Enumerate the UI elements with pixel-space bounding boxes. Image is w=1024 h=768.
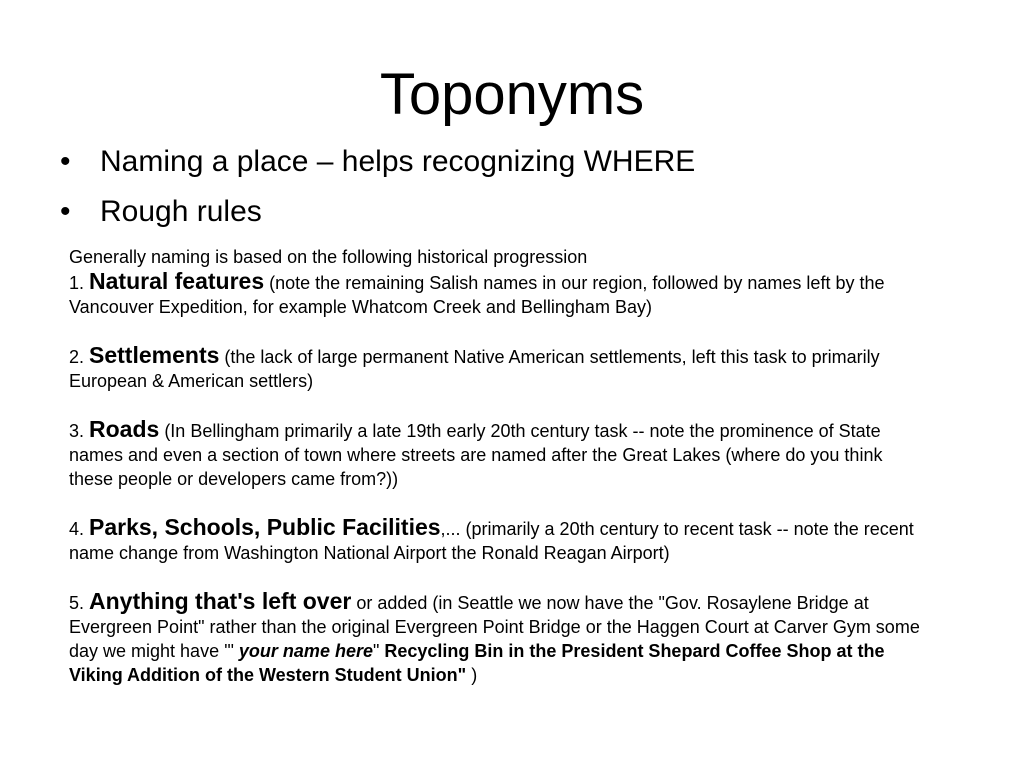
bullet-text: Naming a place – helps recognizing WHERE bbox=[100, 145, 696, 178]
list-item bbox=[69, 343, 929, 393]
item-end: ) bbox=[466, 665, 478, 685]
bullet-text: Rough rules bbox=[100, 195, 262, 228]
item-text: (In Bellingham primarily a late 19th early 20th century task -- note the prominence of State names and even a section of town where streets are named after the Great Lakes (where do you think these people or developers came from?)) bbox=[69, 421, 883, 489]
item-heading: Settlements bbox=[89, 342, 220, 368]
item-number: 1. bbox=[69, 273, 90, 293]
bullet-list bbox=[60, 144, 980, 244]
item-number: 4. bbox=[69, 519, 90, 539]
item-emphasis: your name here bbox=[238, 641, 373, 661]
item-heading: Parks, Schools, Public Facilities bbox=[89, 514, 441, 540]
item-number: 3. bbox=[69, 421, 90, 441]
bullet-mark: • bbox=[60, 145, 71, 178]
list-item bbox=[69, 515, 929, 565]
bullet-item bbox=[60, 194, 980, 244]
item-number: 2. bbox=[69, 347, 90, 367]
item-heading: Anything that's left over bbox=[89, 588, 352, 614]
item-text: ,... (primarily a 20th century to recent task -- note the recent name change from Washington National Airport the Ronald Reagan Airport) bbox=[69, 519, 914, 563]
intro-paragraph: Generally naming is based on the following historical progression bbox=[69, 247, 588, 267]
item-text: or added (in Seattle we now have the "Gov. Rosaylene Bridge at Evergreen Point" rather than the original Evergreen Point Bridge or the Haggen Court at Carver Gym some day we might have '" bbox=[69, 593, 920, 661]
list-item bbox=[69, 417, 929, 491]
bullet-mark: • bbox=[60, 195, 71, 228]
slide-title: Toponyms bbox=[379, 62, 645, 127]
list-item bbox=[69, 269, 929, 319]
item-bold-tail: Recycling Bin in the President Shepard Coffee Shop at the Viking Addition of the Western Student Union" bbox=[69, 641, 885, 685]
item-text: (note the remaining Salish names in our region, followed by names left by the Vancouver Expedition, for example Whatcom Creek and Bellingham Bay) bbox=[69, 273, 885, 317]
item-heading: Natural features bbox=[89, 268, 265, 294]
list-item bbox=[69, 589, 929, 687]
item-quote: " bbox=[372, 641, 380, 661]
item-heading: Roads bbox=[89, 416, 160, 442]
item-text: (the lack of large permanent Native American settlements, left this task to primarily European & American settlers) bbox=[69, 347, 880, 391]
body-text bbox=[69, 245, 929, 687]
item-number: 5. bbox=[69, 593, 90, 613]
bullet-item bbox=[60, 144, 980, 194]
